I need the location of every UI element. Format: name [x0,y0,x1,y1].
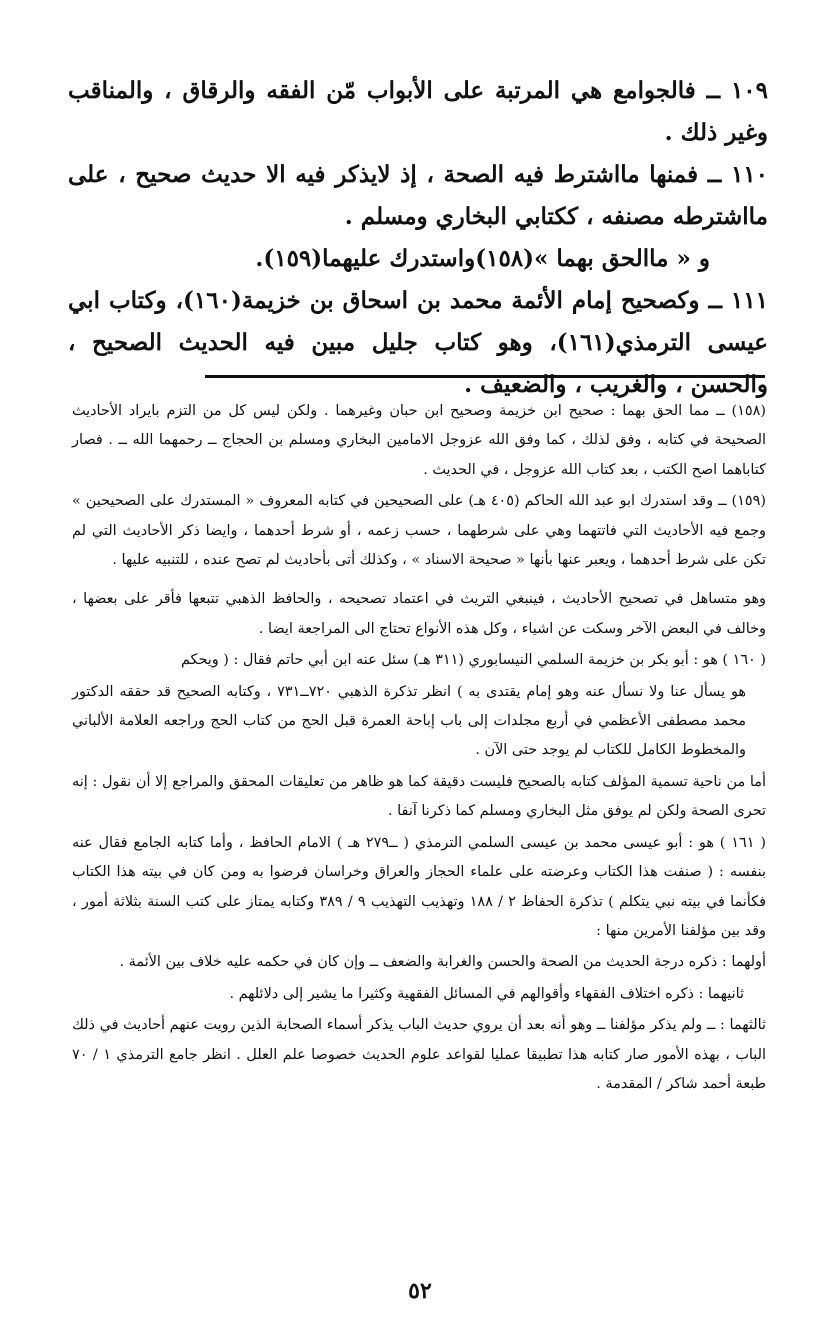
footnote-161-first: أولهما : ذكره درجة الحديث من الصحة والحسن والغرابة والضعف ــ وإن كان في حكمه عليه خلاف بين الأئمة . [119,954,766,971]
paragraph-109: ١٠٩ ــ فالجوامع هي المرتبة على الأبواب مّن الفقه والرقاق ، والمناقب وغير ذلك . [68,77,768,146]
footnote-160-body: هو يسأل عنا ولا نسأل عنه وهو إمام يقتدى به ) انظر تذكرة الذهبي ٧٢٠ــ٧٣١ ، وكتابه الصحيح قد حققه الدكتور محمد مصطفى الأعظمي في أربع مجلدات إلى باب إباحة العمرة قبل الحج من كتاب الحج وراجعه العلامة الألباني والمخطوط الكامل للكتاب لم يوجد حتى الآن . [72,683,746,759]
footnote-161-third: ثالثهما : ــ ولم يذكر مؤلفنا ــ وهو أنه بعد أن يروي حديث الباب يذكر أسماء الصحابة الذين رويت عنهم أحاديث في ذلك الباب ، بهذه الأمور صار كتابه هذا تطبيقا عمليا لقواعد علوم الحديث خصوصا علم العلل . انظر جامع الترمذي ١ / ٧٠ طبعة أحمد شاكر / المقدمة . [72,1017,766,1092]
footnote-158: (١٥٨) ــ مما الحق بهما : صحيح ابن خزيمة وصحيح ابن حبان وغيرهما . ولكن ليس كل من التزم بايراد الأحاديث الصحيحة في كتابه ، وفق لذلك ، كما وفق الله عزوجل الامامين البخاري ومسلم بن الحجاج ــ رحمهما الله ــ . فصار كتاباهما اصح الكتب ، بعد كتاب الله عزوجل ، في الحديث . [72,403,766,478]
paragraph-appended: و « ماالحق بهما »(١٥٨)واستدرك عليهما(١٥٩). [255,245,710,272]
paragraph-111: ١١١ ــ وكصحيح إمام الأئمة محمد بن اسحاق بن خزيمة(١٦٠)، وكتاب ابي عيسى الترمذي(١٦١)، وهو كتاب جليل مبين فيه الحديث الصحيح ، والحسن ، والغريب ، والضعيف . [68,287,768,398]
footnote-161: ( ١٦١ ) هو : أبو عيسى محمد بن عيسى السلمي الترمذي ( ــ٢٧٩ هـ ) الامام الحافظ ، وأما كتابه الجامع فقال عنه بنفسه : ( صنفت هذا الكتاب وعرضته على علماء الحجاز والعراق وخراسان فرضوا به ومن كان في بيته هذا الكتاب فكأنما في بيته نبي يتكلم ) تذكرة الحفاظ ٢ / ١٨٨ وتهذيب التهذيب ٩ / ٣٨٩ وكتابه يمتاز على كتب السنة بثلاثة أمور ، وقد بين مؤلفنا الأمرين منها : [72,834,767,939]
footnote-160-heading: ( ١٦٠ ) هو : أبو بكر بن خزيمة السلمي النيسابوري (٣١١ هـ) سئل عنه ابن أبي حاتم فقال : ( ويحكم [180,652,766,669]
footnote-159: (١٥٩) ــ وقد استدرك ابو عبد الله الحاكم (٤٠٥ هـ) على الصحيحين في كتابه المعروف « المستدرك على الصحيحين » وجمع فيه الأحاديث التي فاتتهما وهي على شرطهما ، حسب زعمه ، أو شرط أحدهما ، وايضا ذكر الأحاديث التي لم تكن على شرط أحدهما ، ويعبر عنها بأنها « صحيحة الاسناد » ، وكذلك أتى بأحاديث لم تصح عنده ، للتنبيه عليها . [72,493,766,569]
paragraph-110: ١١٠ ــ فمنها مااشترط فيه الصحة ، إذ لايذكر فيه الا حديث صحيح ، على مااشترطه مصنفه ، ككتابي البخاري ومسلم . [68,161,768,230]
footnote-159-continuation: وهو متساهل في تصحيح الأحاديث ، فينبغي التريث في اعتماد تصحيحه ، والحافظ الذهبي تتبعها فأقر على بعضها ، وخالف في البعض الآخر وسكت عن اشياء ، وكل هذه الأنواع تحتاج الى المراجعة ايضا . [72,591,766,637]
footnote-separator [205,375,765,378]
footnotes [72,397,766,1101]
page-number: ٥٢ [408,1278,432,1304]
footnote-160-remark: أما من ناحية تسمية المؤلف كتابه بالصحيح فليست دقيقة كما هو ظاهر من تعليقات المحقق والمراجع إلا أن نقول : إنه تحرى الصحة ولكن لم يوفق مثل البخاري ومسلم كما ذكرنا آنفا . [72,773,766,820]
footnote-161-second: ثانيهما : ذكره اختلاف الفقهاء وأقوالهم في المسائل الفقهية وكثيرا ما يشير إلى دلائلهم . [229,985,744,1002]
main-text [68,70,768,406]
